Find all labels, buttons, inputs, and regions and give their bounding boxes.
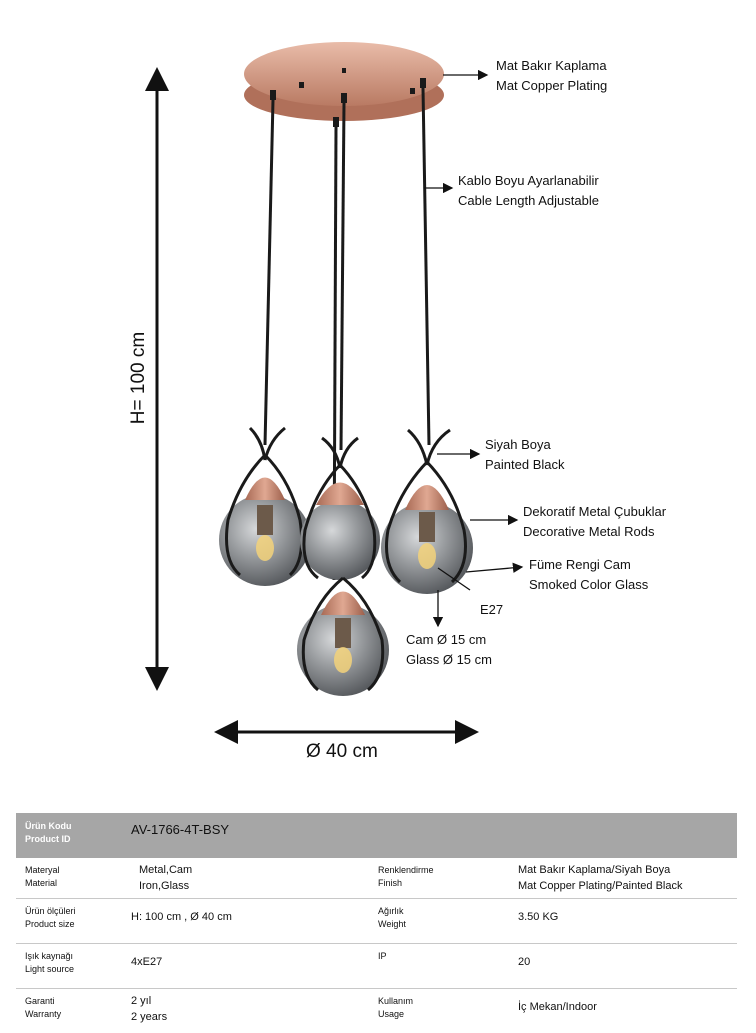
ip-label: IP	[378, 944, 518, 989]
height-label: H= 100 cm	[128, 332, 150, 424]
pendant-left	[219, 428, 311, 586]
warranty-label: Garanti Warranty	[16, 989, 131, 1033]
pendant-center-back	[300, 438, 380, 580]
table-row	[16, 989, 737, 1033]
annotation-glass: Füme Rengi Cam Smoked Color Glass	[529, 555, 648, 595]
annotation-globe: Cam Ø 15 cm Glass Ø 15 cm	[406, 630, 492, 670]
annotation-cable: Kablo Boyu Ayarlanabilir Cable Length Adjustable	[458, 171, 599, 211]
product-size-label: Ürün ölçüleri Product size	[16, 899, 131, 944]
ip-value: 20	[518, 944, 737, 989]
spec-table	[16, 813, 737, 1033]
product-id-label: Ürün Kodu Product ID	[16, 813, 131, 858]
finish-value: Mat Bakır Kaplama/Siyah Boya Mat Copper Plating/Painted Black	[518, 858, 737, 899]
weight-value: 3.50 KG	[518, 899, 737, 944]
light-source-value: 4xE27	[131, 944, 378, 989]
table-row	[16, 858, 737, 899]
spec-header-row	[16, 813, 737, 858]
pendant-bottom	[297, 578, 389, 696]
width-label: Ø 40 cm	[306, 741, 378, 763]
annotation-socket: E27	[480, 600, 503, 620]
annotation-canopy: Mat Bakır Kaplama Mat Copper Plating	[496, 56, 607, 96]
weight-label: Ağırlık Weight	[378, 899, 518, 944]
light-source-label: Işık kaynağı Light source	[16, 944, 131, 989]
annotation-rods: Dekoratif Metal Çubuklar Decorative Metal Rods	[523, 502, 666, 542]
material-value: Metal,Cam Iron,Glass	[131, 858, 378, 899]
usage-value: İç Mekan/Indoor	[518, 989, 737, 1033]
product-size-value: H: 100 cm , Ø 40 cm	[131, 899, 378, 944]
finish-label: Renklendirme Finish	[378, 858, 518, 899]
annotation-paint: Siyah Boya Painted Black	[485, 435, 565, 475]
table-row	[16, 899, 737, 944]
table-row	[16, 944, 737, 989]
usage-label: Kullanım Usage	[378, 989, 518, 1033]
product-id-value: AV-1766-4T-BSY	[131, 813, 737, 858]
material-label: Materyal Material	[16, 858, 131, 899]
warranty-value: 2 yıl 2 years	[131, 989, 378, 1033]
